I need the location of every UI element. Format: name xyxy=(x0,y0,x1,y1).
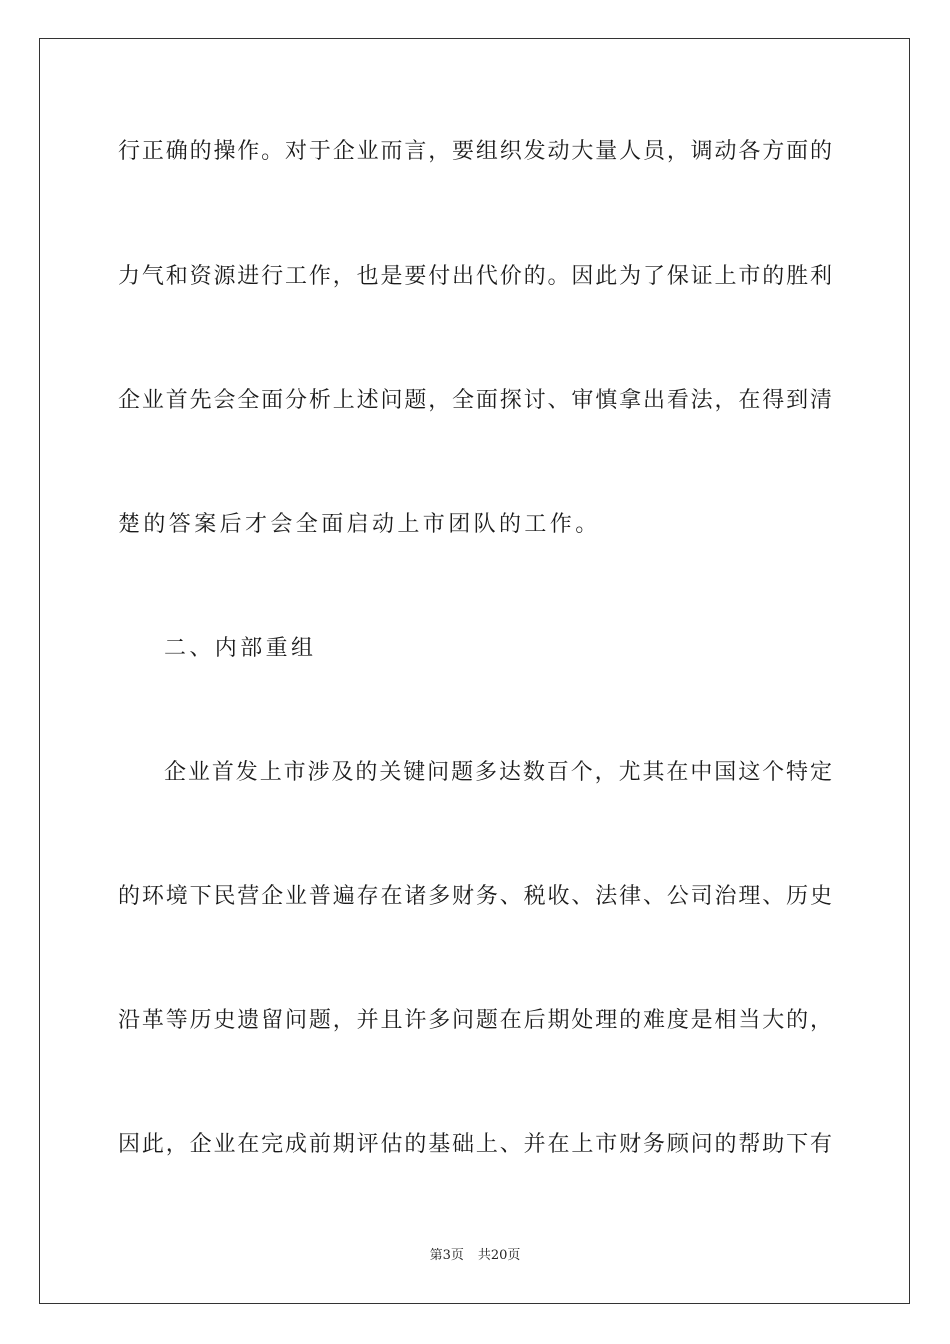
paragraph-line: 力气和资源进行工作，也是要付出代价的。因此为了保证上市的胜利 xyxy=(118,264,832,289)
paragraph-line: 因此，企业在完成前期评估的基础上、并在上市财务顾问的帮助下有 xyxy=(118,1132,832,1157)
page-border xyxy=(39,38,910,1304)
paragraph-line: 楚的答案后才会全面启动上市团队的工作。 xyxy=(118,512,601,537)
paragraph-line: 企业首先会全面分析上述问题，全面探讨、审慎拿出看法，在得到清 xyxy=(118,388,832,413)
paragraph-line: 沿革等历史遗留问题，并且许多问题在后期处理的难度是相当大的， xyxy=(118,1008,832,1033)
page-total: 共20页 xyxy=(477,1248,521,1263)
section-heading: 二、内部重组 xyxy=(164,636,317,661)
paragraph-line: 企业首发上市涉及的关键问题多达数百个，尤其在中国这个特定 xyxy=(164,760,832,785)
paragraph-line: 行正确的操作。对于企业而言，要组织发动大量人员，调动各方面的 xyxy=(118,139,832,164)
page-number: 第3页 xyxy=(429,1248,464,1263)
paragraph-line: 的环境下民营企业普遍存在诸多财务、税收、法律、公司治理、历史 xyxy=(118,884,832,909)
page-footer xyxy=(0,1247,950,1265)
